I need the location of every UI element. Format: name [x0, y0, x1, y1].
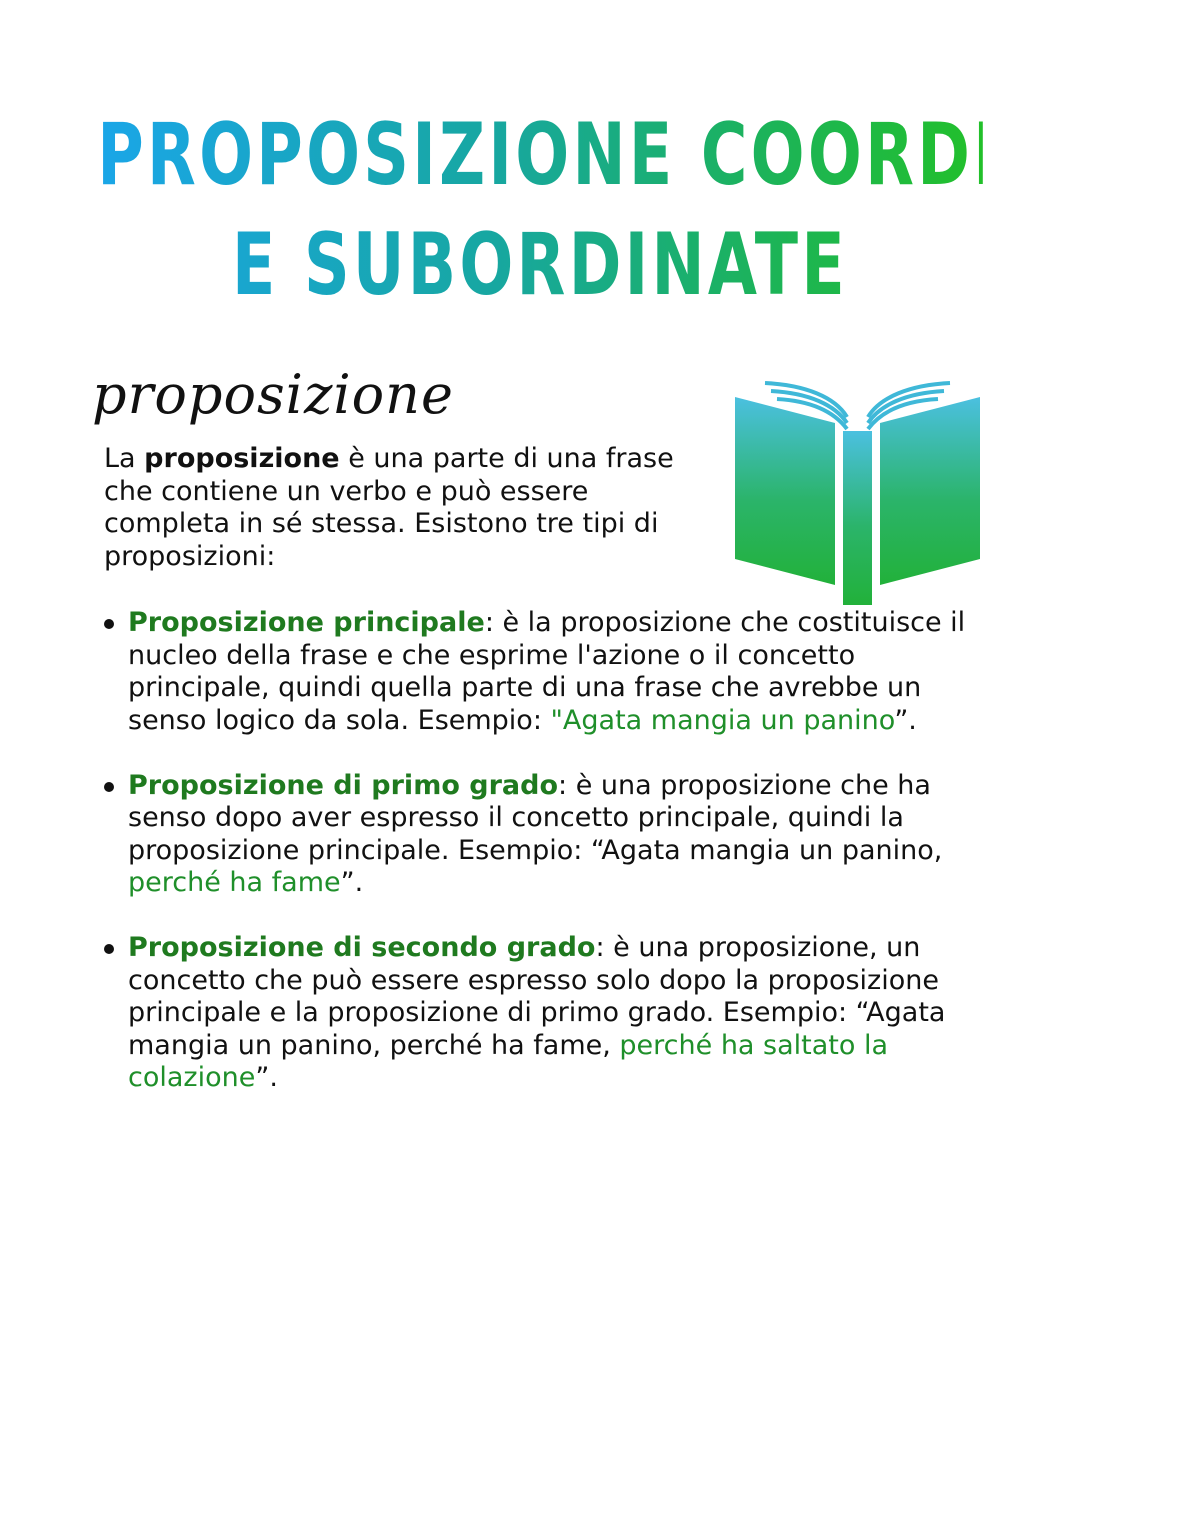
- bullet-term: Proposizione principale: [128, 607, 485, 638]
- bullet-dot: [104, 619, 114, 629]
- section-heading: proposizione: [92, 363, 454, 426]
- bullet-text: : è una proposizione, un concetto che può essere espresso solo dopo la proposizione principale e la proposizione di primo grado. Esempio: “Agata mangia un panino, perché ha fame,: [128, 932, 946, 1061]
- bullet-term: Proposizione di primo grado: [128, 769, 559, 801]
- bullet-text: : è una proposizione che ha senso dopo aver espresso il concetto principale, quindi la proposizione principale. Esempio: “Agata mangia un panino,: [128, 769, 943, 866]
- open-book-icon: [735, 375, 980, 605]
- page-title-line-1: PROPOSIZIONE COORDINATE: [97, 105, 1197, 205]
- intro-text-before: La: [104, 443, 145, 474]
- intro-bold-term: proposizione: [144, 443, 340, 474]
- page-title-line-2: E SUBORDINATE: [97, 222, 983, 308]
- bullet-dot: [104, 944, 114, 954]
- intro-paragraph: [104, 443, 704, 573]
- intro-text-after: è una parte di una frase che contiene un verbo e può essere completa in sé stessa. Esistono tre tipi di proposizioni:: [104, 443, 674, 572]
- bullet-example: "Agata mangia un panino: [550, 704, 895, 736]
- bullet-example: perché ha fame: [128, 867, 341, 898]
- list-item: [104, 607, 984, 737]
- bullet-text: : è la proposizione che costituisce il nucleo della frase e che esprime l'azione o il concetto principale, quindi quella parte di una frase che avrebbe un senso logico da sola. Esempio:: [128, 607, 966, 736]
- bullet-example: perché ha saltato la colazione: [128, 1029, 889, 1093]
- bullet-tail: ”.: [894, 704, 917, 736]
- bullet-tail: ”.: [255, 1062, 278, 1093]
- list-item: [104, 932, 984, 1095]
- proposition-types-list: [104, 607, 984, 1127]
- bullet-term: Proposizione di secondo grado: [128, 932, 596, 963]
- bullet-dot: [104, 782, 114, 792]
- bullet-tail: ”.: [340, 867, 364, 898]
- list-item: [104, 770, 984, 900]
